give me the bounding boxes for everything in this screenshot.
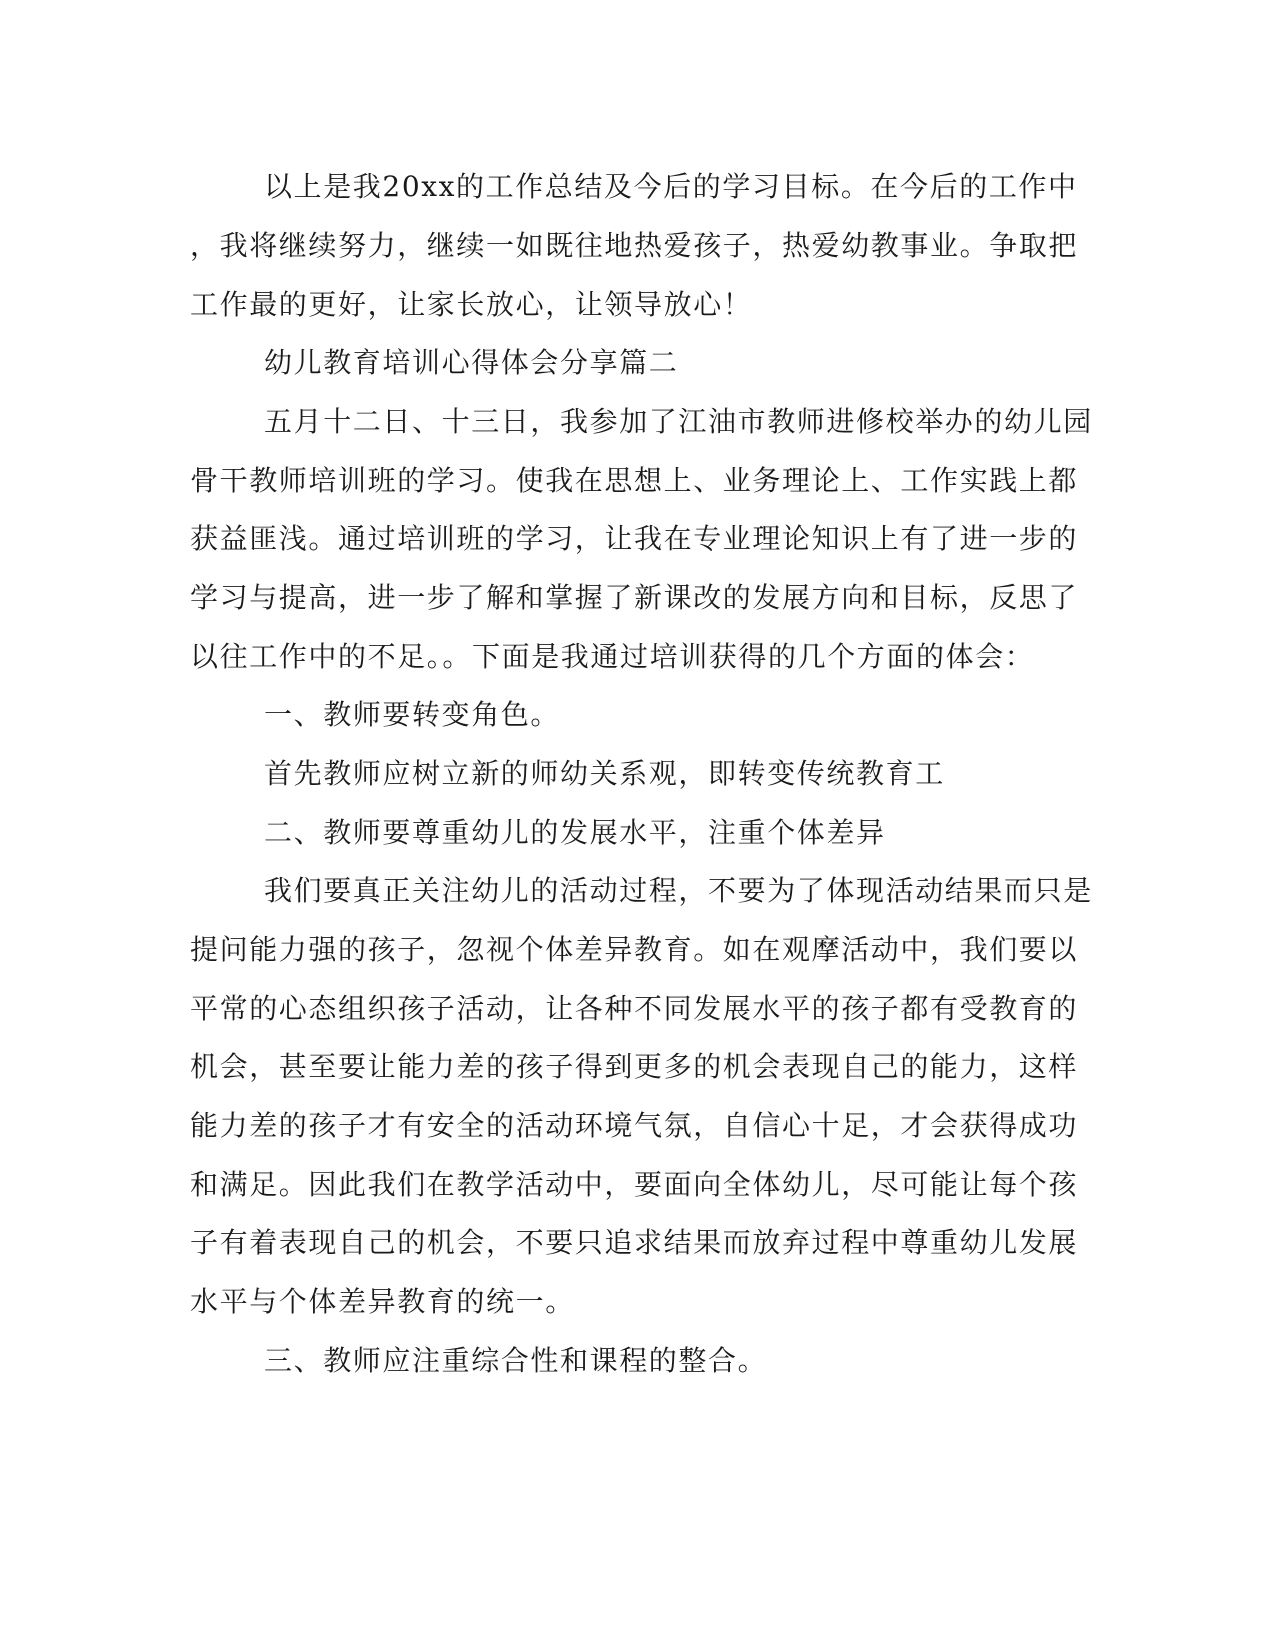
paragraph-line: 和满足。因此我们在教学活动中，要面向全体幼儿，尽可能让每个孩 bbox=[190, 1168, 1079, 1201]
paragraph-line: 子有着表现自己的机会，不要只追求结果而放弃过程中尊重幼儿发展 bbox=[190, 1226, 1079, 1259]
paragraph-line: ，我将继续努力，继续一如既往地热爱孩子，热爱幼教事业。争取把 bbox=[190, 229, 1079, 262]
paragraph-line: 提问能力强的孩子，忽视个体差异教育。如在观摩活动中，我们要以 bbox=[190, 933, 1079, 966]
subheading-line: 一、教师要转变角色。 bbox=[264, 698, 561, 731]
paragraph-line: 平常的心态组织孩子活动，让各种不同发展水平的孩子都有受教育的 bbox=[190, 992, 1079, 1025]
paragraph-line: 工作最的更好，让家长放心，让领导放心！ bbox=[190, 288, 753, 321]
section-heading: 幼儿教育培训心得体会分享篇二 bbox=[264, 346, 679, 379]
paragraph-line: 机会，甚至要让能力差的孩子得到更多的机会表现自己的能力，这样 bbox=[190, 1050, 1079, 1083]
paragraph-line: 首先教师应树立新的师幼关系观，即转变传统教育工 bbox=[264, 757, 945, 790]
paragraph-line: 水平与个体差异教育的统一。 bbox=[190, 1285, 575, 1318]
paragraph-line: 我们要真正关注幼儿的活动过程，不要为了体现活动结果而只是 bbox=[264, 874, 1093, 907]
paragraph-line: 以往工作中的不足。。下面是我通过培训获得的几个方面的体会： bbox=[190, 640, 1035, 673]
paragraph-line: 能力差的孩子才有安全的活动环境气氛，自信心十足，才会获得成功 bbox=[190, 1109, 1079, 1142]
paragraph-line: 以上是我20xx的工作总结及今后的学习目标。在今后的工作中 bbox=[264, 170, 1078, 203]
paragraph-line: 获益匪浅。通过培训班的学习，让我在专业理论知识上有了进一步的 bbox=[190, 522, 1079, 555]
subheading-line: 三、教师应注重综合性和课程的整合。 bbox=[264, 1344, 768, 1377]
paragraph-line: 学习与提高，进一步了解和掌握了新课改的发展方向和目标，反思了 bbox=[190, 581, 1079, 614]
paragraph-line: 骨干教师培训班的学习。使我在思想上、业务理论上、工作实践上都 bbox=[190, 464, 1079, 497]
subheading-line: 二、教师要尊重幼儿的发展水平，注重个体差异 bbox=[264, 816, 886, 849]
paragraph-line: 五月十二日、十三日，我参加了江油市教师进修校举办的幼儿园 bbox=[264, 405, 1093, 438]
